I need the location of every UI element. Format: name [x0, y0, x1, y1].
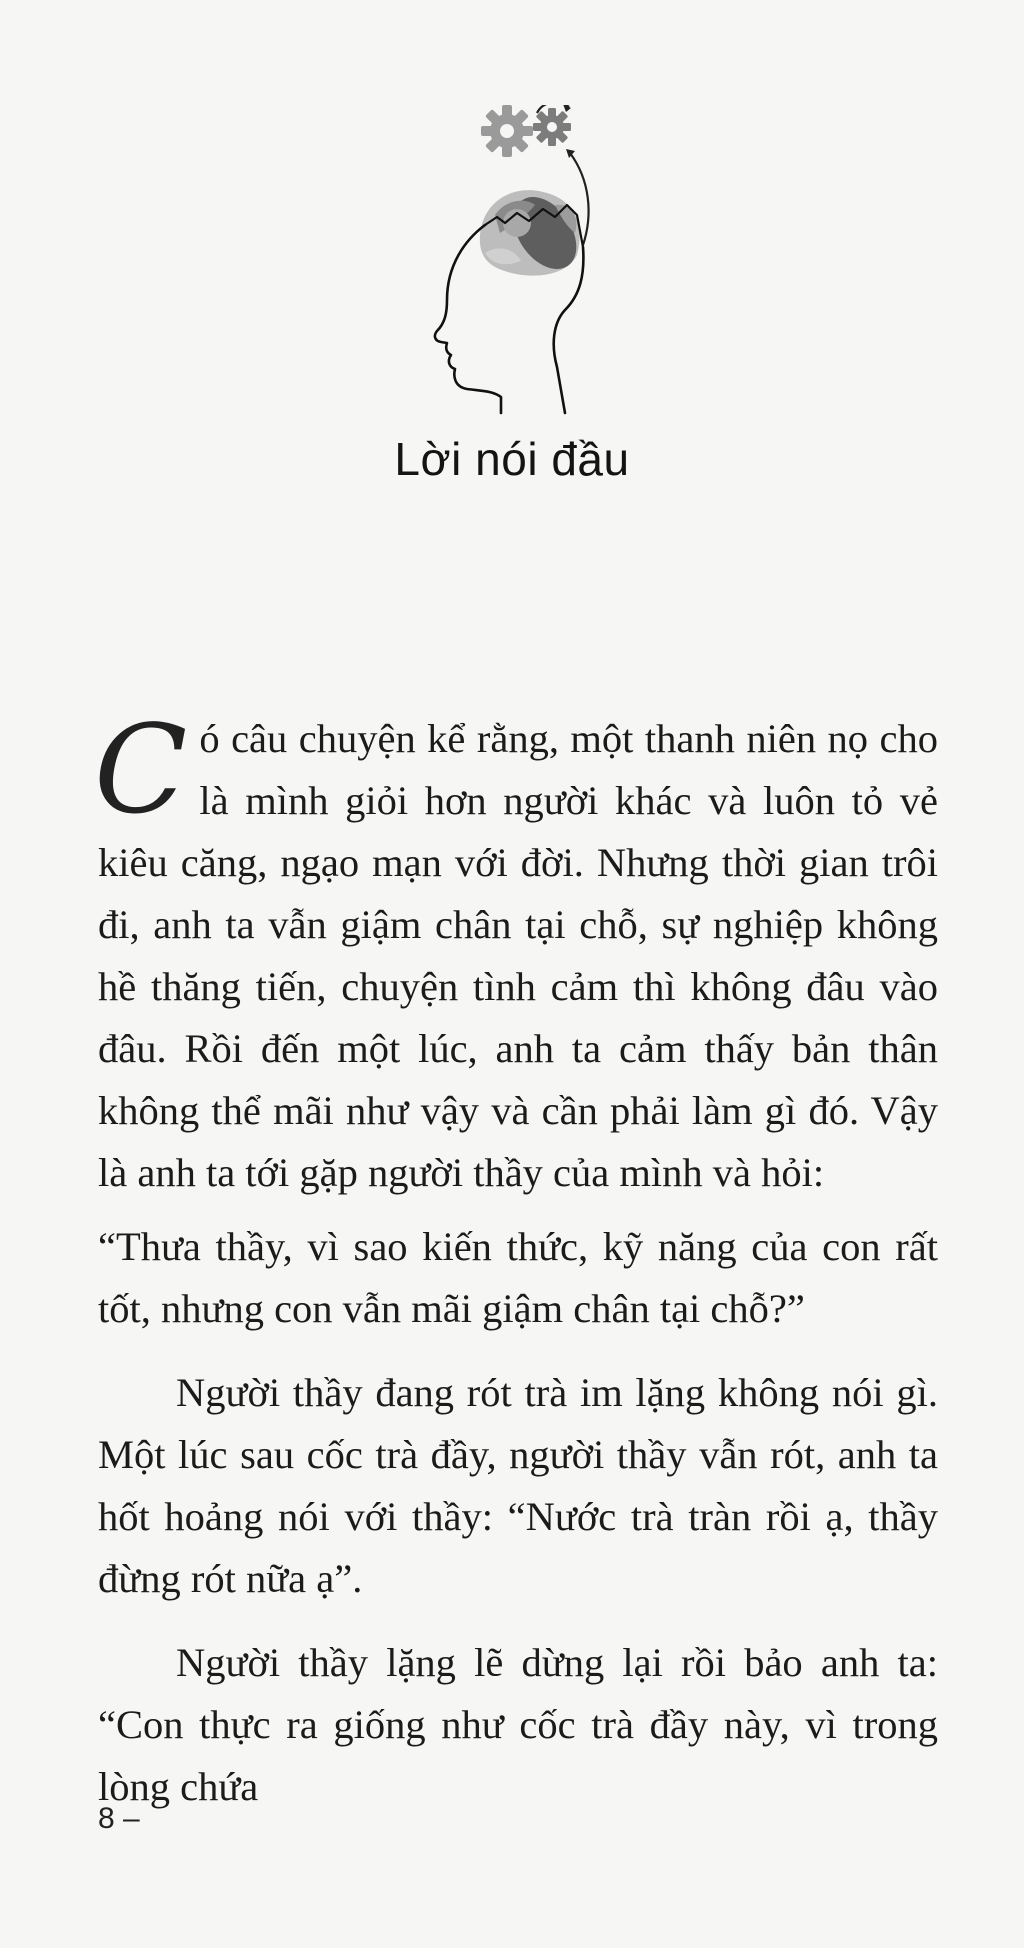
paragraph-pouring-tea: Người thầy đang rót trà im lặng không nói gì. Một lúc sau cốc trà đầy, người thầy vẫn rót, anh ta hốt hoảng nói với thầy: “Nước trà tràn rồi ạ, thầy đừng rót nữa ạ”.: [98, 1370, 938, 1601]
brain-shape: [480, 185, 589, 280]
paragraph-opening-text: ó câu chuyện kể rằng, một thanh niên nọ cho là mình giỏi hơn người khác và luôn tỏ vẻ kiêu căng, ngạo mạn với đời. Nhưng thời gian trôi đi, anh ta vẫn giậm chân tại chỗ, sự nghiệp không hề thăng tiến, chuyện tình cảm thì không đâu vào đâu. Rồi đến một lúc, anh ta cảm thấy bản thân không thể mãi như vậy và cần phải làm gì đó. Vậy là anh ta tới gặp người thầy của mình và hỏi:: [98, 716, 938, 1195]
drop-cap: C: [94, 699, 188, 841]
paragraph-teacher-reply: Người thầy lặng lẽ dừng lại rồi bảo anh ta: “Con thực ra giống như cốc trà đầy này, vì trong lòng chứa: [98, 1640, 938, 1809]
paragraph-opening: [94, 699, 938, 1204]
paragraph-question: “Thưa thầy, vì sao kiến thức, kỹ năng của con rất tốt, nhưng con vẫn mãi giậm chân tại chỗ?”: [98, 1224, 938, 1331]
chapter-title: Lời nói đầu: [394, 433, 630, 485]
head-with-gears-icon: [425, 105, 625, 415]
gear-icon-large: [481, 105, 533, 157]
page-number: 8 –: [98, 1802, 140, 1835]
chapter-body: [94, 699, 938, 1818]
gear-icon-small: [533, 108, 571, 146]
